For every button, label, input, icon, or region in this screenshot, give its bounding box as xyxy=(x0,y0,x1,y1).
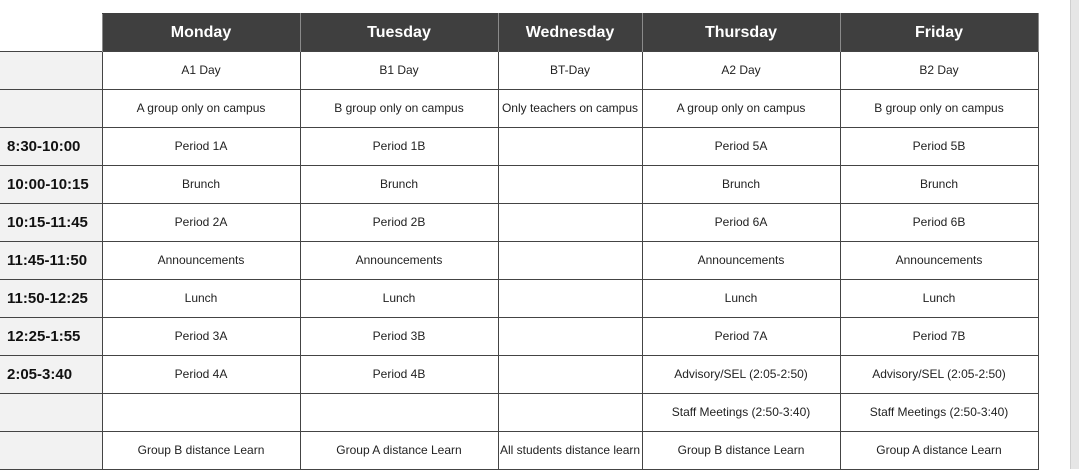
table-row xyxy=(0,280,1038,318)
schedule-cell: Announcements xyxy=(300,242,498,280)
schedule-cell: Only teachers on campus xyxy=(498,90,642,128)
schedule-cell: Announcements xyxy=(102,242,300,280)
header-corner xyxy=(0,14,102,52)
page-edge-strip xyxy=(1070,0,1079,469)
day-header-wednesday: Wednesday xyxy=(498,14,642,52)
schedule-cell: Lunch xyxy=(642,280,840,318)
schedule-cell: A2 Day xyxy=(642,52,840,90)
day-header-monday: Monday xyxy=(102,14,300,52)
schedule-cell: Period 6B xyxy=(840,204,1038,242)
table-row xyxy=(0,52,1038,90)
schedule-cell: Group B distance Learn xyxy=(642,432,840,470)
schedule-cell: Group A distance Learn xyxy=(840,432,1038,470)
schedule-cell: Period 6A xyxy=(642,204,840,242)
schedule-cell xyxy=(498,166,642,204)
schedule-cell: Period 4A xyxy=(102,356,300,394)
schedule-cell: A group only on campus xyxy=(102,90,300,128)
schedule-cell: Period 5A xyxy=(642,128,840,166)
schedule-cell: Brunch xyxy=(300,166,498,204)
time-cell: 11:50-12:25 xyxy=(0,280,102,318)
schedule-cell: Brunch xyxy=(642,166,840,204)
schedule-cell: Group B distance Learn xyxy=(102,432,300,470)
schedule-cell: Announcements xyxy=(642,242,840,280)
time-cell: 8:30-10:00 xyxy=(0,128,102,166)
time-cell xyxy=(0,52,102,90)
day-header-friday: Friday xyxy=(840,14,1038,52)
schedule-cell: B2 Day xyxy=(840,52,1038,90)
time-cell: 11:45-11:50 xyxy=(0,242,102,280)
schedule-cell: Lunch xyxy=(102,280,300,318)
time-cell: 2:05-3:40 xyxy=(0,356,102,394)
schedule-cell: B1 Day xyxy=(300,52,498,90)
time-cell: 12:25-1:55 xyxy=(0,318,102,356)
schedule-cell xyxy=(498,356,642,394)
schedule-cell xyxy=(498,318,642,356)
schedule-cell: Period 7B xyxy=(840,318,1038,356)
schedule-cell xyxy=(498,242,642,280)
schedule-table xyxy=(0,13,1039,470)
schedule-cell: All students distance learn xyxy=(498,432,642,470)
schedule-cell: A group only on campus xyxy=(642,90,840,128)
schedule-cell: Lunch xyxy=(840,280,1038,318)
time-cell: 10:15-11:45 xyxy=(0,204,102,242)
schedule-cell: Staff Meetings (2:50-3:40) xyxy=(840,394,1038,432)
schedule-cell: Period 4B xyxy=(300,356,498,394)
schedule-cell: Period 1B xyxy=(300,128,498,166)
schedule-cell: Brunch xyxy=(102,166,300,204)
schedule-cell xyxy=(102,394,300,432)
schedule-cell: Period 7A xyxy=(642,318,840,356)
time-cell xyxy=(0,394,102,432)
schedule-cell: Period 3A xyxy=(102,318,300,356)
schedule-cell: Announcements xyxy=(840,242,1038,280)
schedule-cell xyxy=(498,204,642,242)
table-row xyxy=(0,432,1038,470)
table-row xyxy=(0,242,1038,280)
table-row xyxy=(0,166,1038,204)
schedule-cell: Period 2A xyxy=(102,204,300,242)
schedule-cell: Lunch xyxy=(300,280,498,318)
day-header-tuesday: Tuesday xyxy=(300,14,498,52)
schedule-cell: Period 1A xyxy=(102,128,300,166)
day-header-thursday: Thursday xyxy=(642,14,840,52)
table-row xyxy=(0,204,1038,242)
schedule-cell: B group only on campus xyxy=(300,90,498,128)
schedule-cell: Group A distance Learn xyxy=(300,432,498,470)
table-row xyxy=(0,356,1038,394)
schedule-cell xyxy=(498,128,642,166)
schedule-cell: BT-Day xyxy=(498,52,642,90)
table-row xyxy=(0,394,1038,432)
header-row xyxy=(0,14,1038,52)
schedule-cell: Period 2B xyxy=(300,204,498,242)
time-cell xyxy=(0,432,102,470)
schedule-cell xyxy=(498,394,642,432)
table-row xyxy=(0,128,1038,166)
schedule-cell: A1 Day xyxy=(102,52,300,90)
schedule-cell xyxy=(300,394,498,432)
table-row xyxy=(0,90,1038,128)
schedule-cell: Period 3B xyxy=(300,318,498,356)
schedule-cell: Advisory/SEL (2:05-2:50) xyxy=(840,356,1038,394)
time-cell xyxy=(0,90,102,128)
schedule-cell xyxy=(498,280,642,318)
schedule-cell: Period 5B xyxy=(840,128,1038,166)
schedule-cell: Brunch xyxy=(840,166,1038,204)
schedule-cell: Advisory/SEL (2:05-2:50) xyxy=(642,356,840,394)
table-row xyxy=(0,318,1038,356)
schedule-cell: B group only on campus xyxy=(840,90,1038,128)
schedule-cell: Staff Meetings (2:50-3:40) xyxy=(642,394,840,432)
time-cell: 10:00-10:15 xyxy=(0,166,102,204)
